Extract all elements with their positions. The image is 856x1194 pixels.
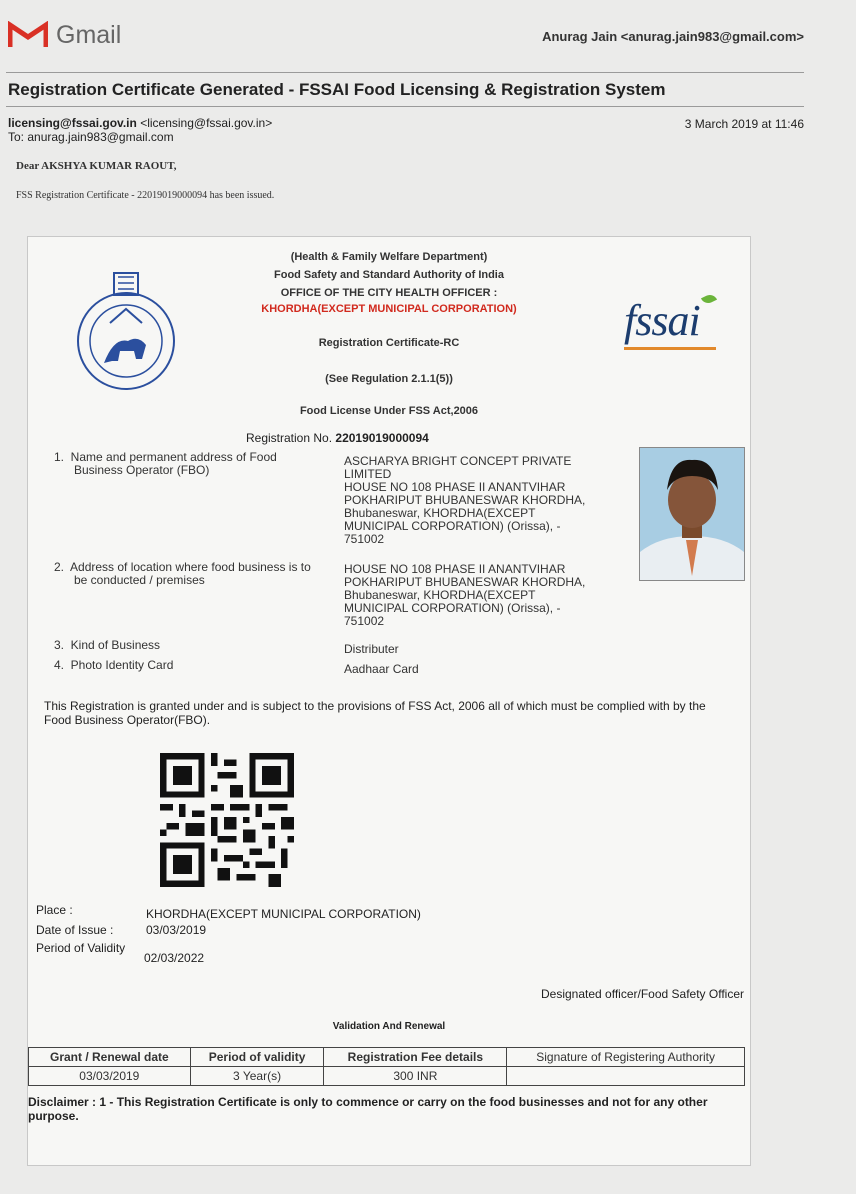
registration-certificate xyxy=(27,236,751,1166)
regulation: (See Regulation 2.1.1(5)) xyxy=(325,373,453,385)
item-label-1: 1. Name and permanent address of Food Business Operator (FBO) xyxy=(54,450,277,477)
place-value: KHORDHA(EXCEPT MUNICIPAL CORPORATION) xyxy=(146,907,421,921)
act-title: Food License Under FSS Act,2006 xyxy=(299,405,479,417)
registration-number xyxy=(246,431,429,445)
greeting: Dear AKSHYA KUMAR RAOUT, xyxy=(16,160,177,172)
item-value-2: HOUSE NO 108 PHASE II ANANTVIHAR POKHARIPUT BHUBANESWAR KHORDHA, Bhubaneswar, KHORDHA(EXCEPT MUNICIPAL CORPORATION) (Orissa), - 751002 xyxy=(344,562,586,628)
validity-value: 02/03/2022 xyxy=(144,951,205,965)
gmail-wordmark: Gmail xyxy=(56,21,122,49)
item-label-2: 2. Address of location where food business is to be conducted / premises xyxy=(54,560,311,587)
table-row xyxy=(29,1067,745,1086)
issue-value: 03/03/2019 xyxy=(146,923,207,937)
subject-divider xyxy=(6,106,804,107)
email-subject: Registration Certificate Generated - FSSAI Food Licensing & Registration System xyxy=(8,80,666,99)
grant-text: This Registration is granted under and is subject to the provisions of FSS Act, 2006 all of which must be complied with by the Food Business Operator(FBO). xyxy=(44,699,706,727)
cell-fee: 300 INR xyxy=(324,1067,507,1086)
cell-grant-date: 03/03/2019 xyxy=(29,1067,191,1086)
message-date: 3 March 2019 at 11:46 xyxy=(684,117,804,131)
table-header-row xyxy=(29,1048,745,1067)
item-value-4: Aadhaar Card xyxy=(344,662,419,676)
header-divider xyxy=(6,72,804,73)
gmail-logo xyxy=(8,20,121,50)
cell-signature xyxy=(507,1067,745,1086)
qr-code-icon[interactable] xyxy=(159,753,295,887)
place-label: Place : xyxy=(36,903,73,917)
validation-table xyxy=(28,1047,745,1086)
validity-label: Period of Validity xyxy=(36,941,126,955)
person-photo-icon xyxy=(640,448,744,580)
dept-heading: (Health & Family Welfare Department) xyxy=(290,251,488,263)
col-period: Period of validity xyxy=(190,1048,324,1067)
item-value-3: Distributer xyxy=(344,642,399,656)
cell-period: 3 Year(s) xyxy=(190,1067,324,1086)
validation-title: Validation And Renewal xyxy=(332,1021,446,1032)
disclaimer: Disclaimer : 1 - This Registration Certificate is only to commence or carry on the food businesses and not for any other purpose. xyxy=(28,1095,708,1123)
account-email[interactable]: Anurag Jain <anurag.jain983@gmail.com> xyxy=(542,29,804,44)
sender-name[interactable]: licensing@fssai.gov.in xyxy=(8,116,137,130)
reg-label: Registration No. xyxy=(246,431,333,445)
issued-line: FSS Registration Certificate - 22019019000094 has been issued. xyxy=(16,190,275,201)
recipient: To: anurag.jain983@gmail.com xyxy=(8,130,174,144)
item-label-3: 3. Kind of Business xyxy=(54,638,161,652)
location-heading: KHORDHA(EXCEPT MUNICIPAL CORPORATION) xyxy=(261,303,517,315)
fssai-logo-text: fssai xyxy=(624,296,700,345)
item-value-1: ASCHARYA BRIGHT CONCEPT PRIVATE LIMITED HOUSE NO 108 PHASE II ANANTVIHAR POKHARIPUT BHUBANESWAR KHORDHA, Bhubaneswar, KHORDHA(EXCEPT MUNICIPAL CORPORATION) (Orissa), - 751002 xyxy=(344,454,586,546)
authority-heading: Food Safety and Standard Authority of India xyxy=(274,269,504,281)
sender-address[interactable]: <licensing@fssai.gov.in> xyxy=(140,116,273,130)
fbo-photo xyxy=(639,447,745,581)
certificate-type: Registration Certificate-RC xyxy=(318,337,460,349)
officer-designation: Designated officer/Food Safety Officer xyxy=(541,987,744,1001)
reg-number-value: 22019019000094 xyxy=(335,431,429,445)
sender-block xyxy=(8,116,272,144)
col-fee: Registration Fee details xyxy=(324,1048,507,1067)
col-grant-date: Grant / Renewal date xyxy=(29,1048,191,1067)
col-signature: Signature of Registering Authority xyxy=(507,1048,745,1067)
office-heading: OFFICE OF THE CITY HEALTH OFFICER : xyxy=(280,287,498,299)
issue-label: Date of Issue : xyxy=(36,923,114,937)
item-label-4: 4. Photo Identity Card xyxy=(54,658,174,672)
gmail-m-icon xyxy=(8,21,48,49)
